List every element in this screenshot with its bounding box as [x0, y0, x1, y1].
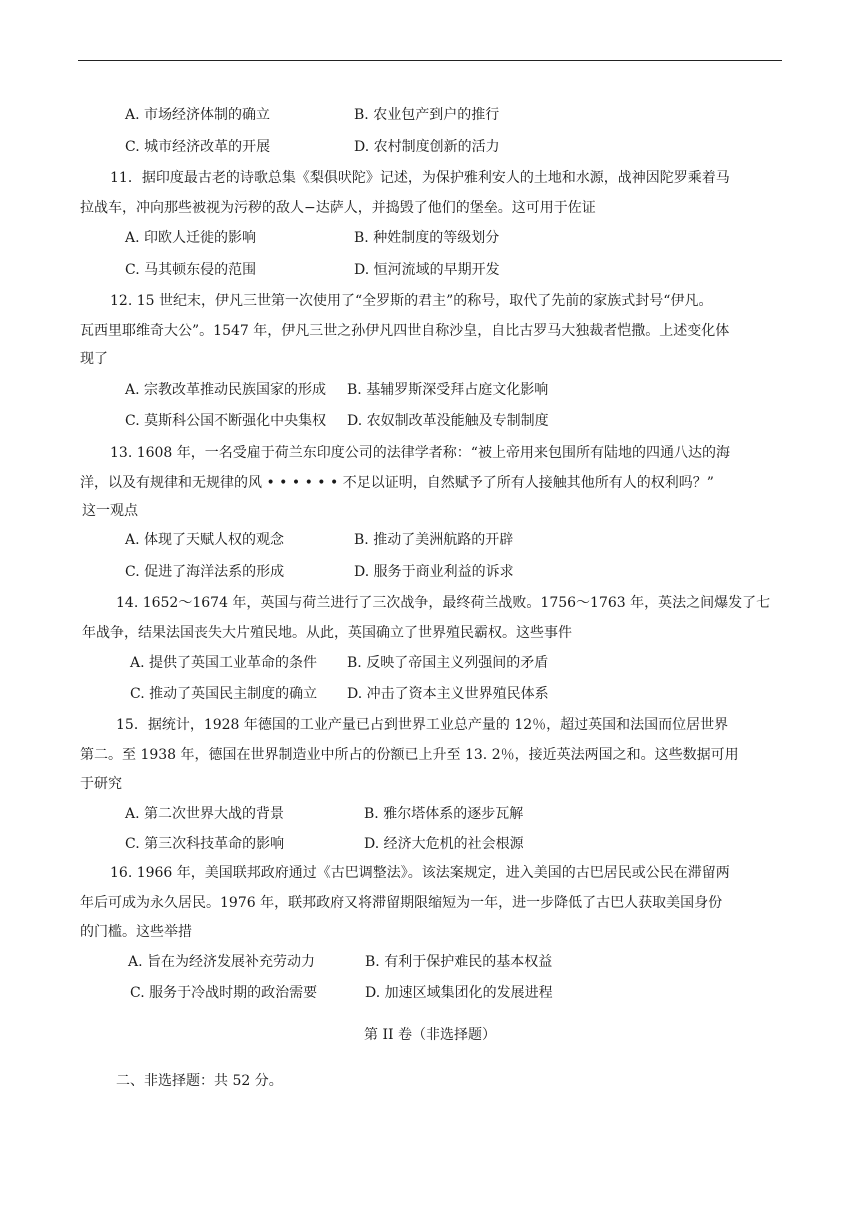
q15-option-d: D. 经济大危机的社会根源 [364, 836, 524, 852]
q13-stem-line3: 这一观点 [82, 503, 138, 519]
q13-option-d: D. 服务于商业利益的诉求 [354, 564, 514, 580]
q15-stem-line3: 于研究 [80, 776, 122, 792]
q16-stem-line2: 年后可成为永久居民。1976 年，联邦政府又将滞留期限缩短为一年，进一步降低了古巴人获取美国身份 [80, 895, 723, 911]
q12-stem-line2: 瓦西里耶维奇大公”。1547 年，伊凡三世之孙伊凡四世自称沙皇，自比古罗马大独裁者恺撒。上述变化体 [80, 323, 730, 339]
q12-option-a: A. 宗教改革推动民族国家的形成 [125, 382, 327, 398]
q12-option-c: C. 莫斯科公国不断强化中央集权 [125, 413, 327, 429]
q10-option-d: D. 农村制度创新的活力 [354, 139, 500, 155]
q13-option-c: C. 促进了海洋法系的形成 [125, 564, 285, 580]
q10-option-a: A. 市场经济体制的确立 [125, 107, 271, 123]
q13-stem-line2: 洋，以及有规律和无规律的风 • • • • • • 不足以证明，自然赋予了所有人接触其他所有人的权利吗？” [80, 475, 714, 491]
q16-option-d: D. 加速区域集团化的发展进程 [365, 985, 553, 1001]
q14-option-b: B. 反映了帝国主义列强间的矛盾 [347, 655, 549, 671]
part2-heading: 二、非选择题：共 52 分。 [116, 1073, 283, 1089]
section-title: 第 II 卷（非选择题） [364, 1027, 496, 1043]
q15-option-b: B. 雅尔塔体系的逐步瓦解 [364, 806, 524, 822]
q13-option-b: B. 推动了美洲航路的开辟 [354, 532, 514, 548]
q12-stem-line1: 12. 15 世纪末，伊凡三世第一次使用了“全罗斯的君主”的称号，取代了先前的家族式封号“伊凡。 [110, 293, 713, 309]
q11-option-b: B. 种姓制度的等级划分 [354, 230, 500, 246]
q15-option-a: A. 第二次世界大战的背景 [125, 806, 285, 822]
q10-option-b: B. 农业包产到户的推行 [354, 107, 500, 123]
q14-option-a: A. 提供了英国工业革命的条件 [130, 655, 318, 671]
q14-stem-line1: 14. 1652～1674 年，英国与荷兰进行了三次战争，最终荷兰战败。1756～1763 年，英法之间爆发了七 [116, 595, 771, 611]
q11-stem-line1: 11．据印度最古老的诗歌总集《梨俱吠陀》记述，为保护雅利安人的土地和水源，战神因陀罗乘着马 [110, 170, 730, 186]
q11-stem-line2: 拉战车，冲向那些被视为污秽的敌人−达萨人，并捣毁了他们的堡垒。这可用于佐证 [80, 200, 596, 216]
q16-stem-line1: 16. 1966 年，美国联邦政府通过《古巴调整法》。该法案规定，进入美国的古巴居民或公民在滞留两 [110, 865, 730, 881]
q13-option-a: A. 体现了天赋人权的观念 [125, 532, 285, 548]
q11-option-c: C. 马其顿东侵的范围 [125, 262, 257, 278]
q15-stem-line1: 15．据统计，1928 年德国的工业产量已占到世界工业总产量的 12％，超过英国和法国而位居世界 [116, 717, 729, 733]
q10-option-c: C. 城市经济改革的开展 [125, 139, 271, 155]
q14-option-d: D. 冲击了资本主义世界殖民体系 [347, 686, 549, 702]
q15-option-c: C. 第三次科技革命的影响 [125, 836, 285, 852]
q11-option-d: D. 恒河流域的早期开发 [354, 262, 500, 278]
q11-option-a: A. 印欧人迁徙的影响 [125, 230, 257, 246]
q16-option-c: C. 服务于冷战时期的政治需要 [130, 985, 318, 1001]
q15-stem-line2: 第二。至 1938 年，德国在世界制造业中所占的份额已上升至 13. 2％，接近英法两国之和。这些数据可用 [80, 747, 739, 763]
q16-option-a: A. 旨在为经济发展补充劳动力 [128, 954, 316, 970]
q14-option-c: C. 推动了英国民主制度的确立 [130, 686, 318, 702]
q16-stem-line3: 的门槛。这些举措 [80, 924, 192, 940]
q12-option-b: B. 基辅罗斯深受拜占庭文化影响 [347, 382, 549, 398]
q12-option-d: D. 农奴制改革没能触及专制制度 [347, 413, 549, 429]
header-rule [78, 60, 782, 61]
q12-stem-line3: 现了 [80, 351, 108, 367]
q16-option-b: B. 有利于保护难民的基本权益 [365, 954, 553, 970]
q14-stem-line2: 年战争，结果法国丧失大片殖民地。从此，英国确立了世界殖民霸权。这些事件 [82, 625, 572, 641]
q13-stem-line1: 13. 1608 年，一名受雇于荷兰东印度公司的法律学者称：“被上帝用来包围所有陆地的四通八达的海 [110, 445, 730, 461]
